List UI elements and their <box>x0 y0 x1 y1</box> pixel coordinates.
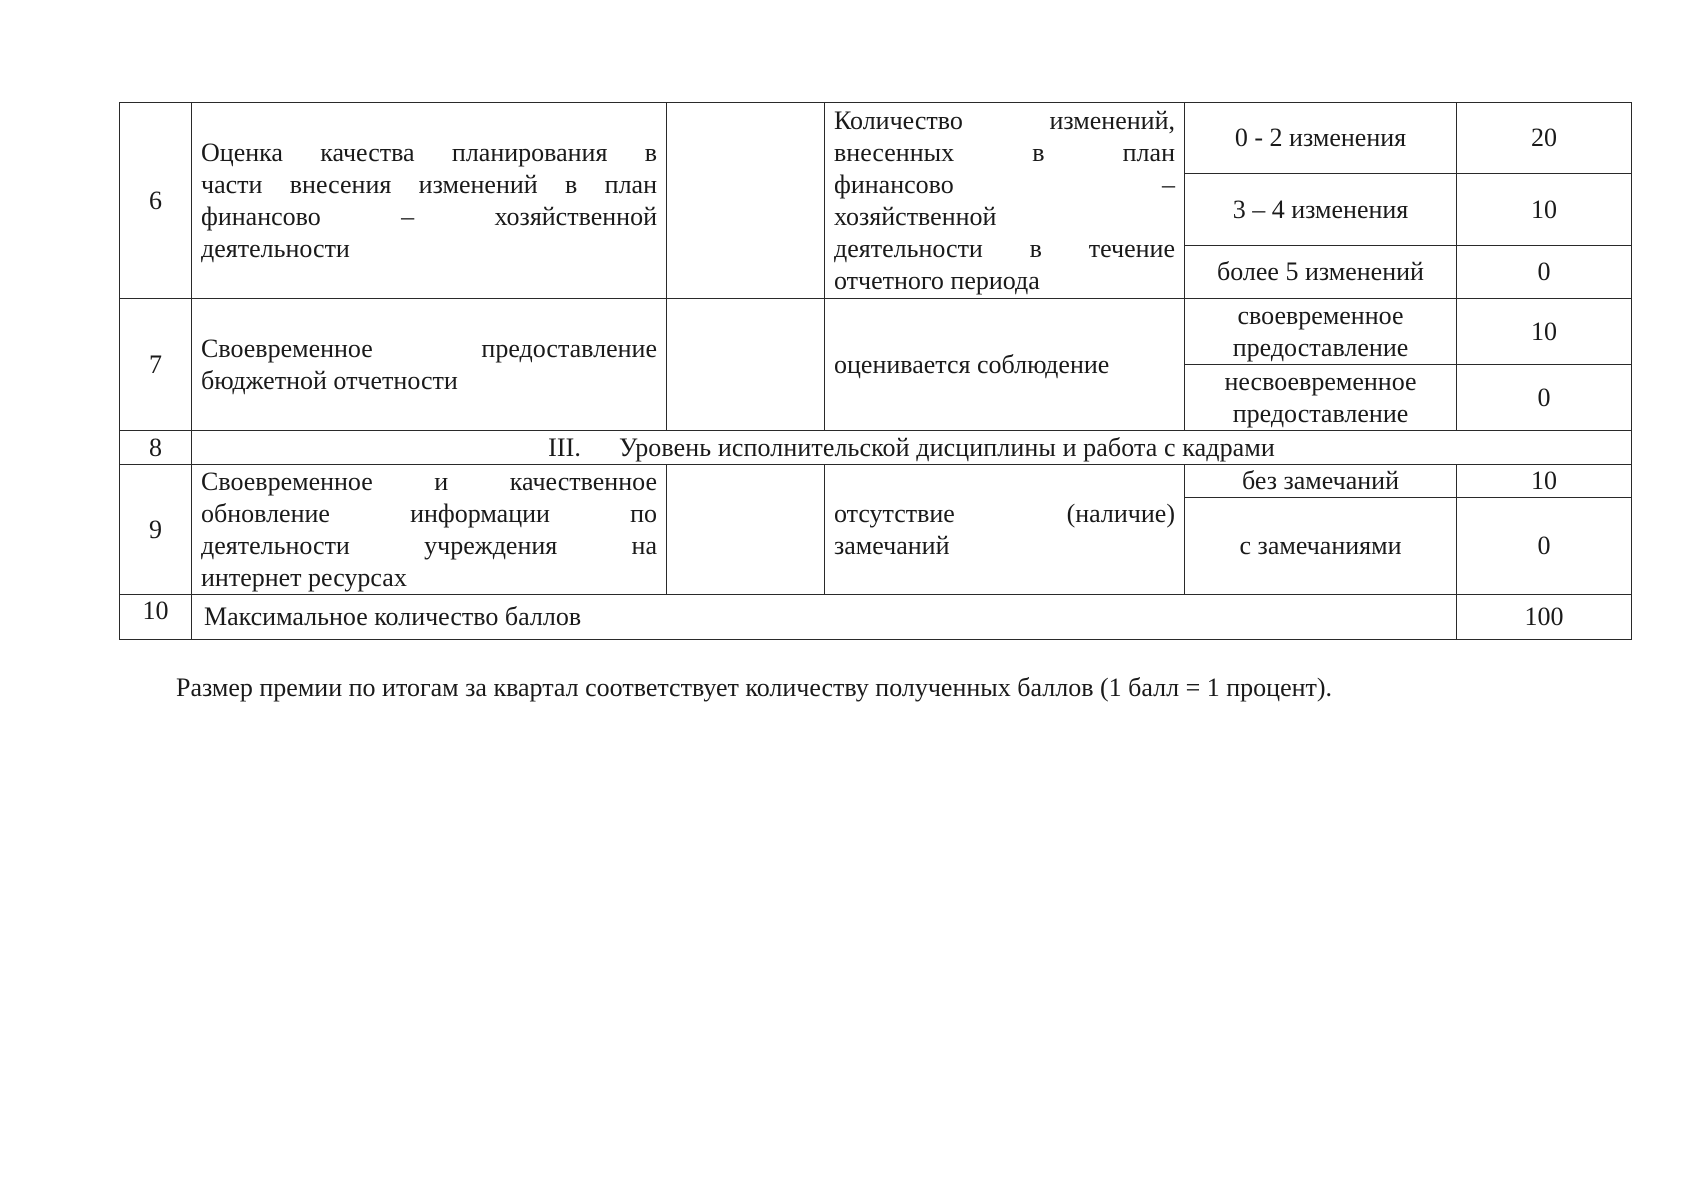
indicator-line: Количество изменений, <box>834 105 1175 135</box>
empty-cell <box>667 465 825 595</box>
condition-cell: без замечаний <box>1185 465 1457 498</box>
condition-line: своевременное <box>1237 300 1404 330</box>
total-label-cell: Максимальное количество баллов <box>192 595 1457 640</box>
condition-cell: с замечаниями <box>1185 498 1457 595</box>
score-cell: 10 <box>1457 465 1632 498</box>
empty-cell <box>667 299 825 431</box>
criterion-cell <box>192 103 667 299</box>
row-number: 6 <box>120 103 192 299</box>
criterion-line: деятельности <box>201 233 350 263</box>
table-row <box>120 465 1632 498</box>
condition-cell: 3 – 4 изменения <box>1185 174 1457 246</box>
criterion-line: Оценка качества планирования в <box>201 137 657 167</box>
condition-cell: более 5 изменений <box>1185 246 1457 299</box>
row-number: 8 <box>120 431 192 465</box>
table-row <box>120 299 1632 365</box>
indicator-line: внесенных в план <box>834 137 1175 167</box>
section-title: Уровень исполнительской дисциплины и работа с кадрами <box>618 432 1275 462</box>
indicator-line: отчетного периода <box>834 265 1040 295</box>
criterion-line: Своевременное предоставление <box>201 333 657 363</box>
indicator-cell <box>825 103 1185 299</box>
indicator-cell <box>825 465 1185 595</box>
condition-line: предоставление <box>1232 332 1409 362</box>
criteria-table <box>119 102 1632 640</box>
criterion-line: бюджетной отчетности <box>201 365 458 395</box>
criterion-cell <box>192 299 667 431</box>
indicator-line: хозяйственной <box>834 201 997 231</box>
criterion-line: деятельности учреждения на <box>201 530 657 560</box>
total-score-cell: 100 <box>1457 595 1632 640</box>
criterion-cell <box>192 465 667 595</box>
criterion-line: части внесения изменений в план <box>201 169 657 199</box>
score-cell: 20 <box>1457 103 1632 174</box>
score-cell: 10 <box>1457 299 1632 365</box>
section-heading <box>192 431 1632 465</box>
condition-line: несвоевременное <box>1224 366 1417 396</box>
table-row <box>120 103 1632 174</box>
section-roman-numeral: III. <box>548 432 581 462</box>
criterion-line: финансово – хозяйственной <box>201 201 657 231</box>
condition-line: предоставление <box>1232 398 1409 428</box>
condition-cell <box>1185 299 1457 365</box>
indicator-line: замечаний <box>834 530 950 560</box>
condition-cell <box>1185 365 1457 431</box>
footnote: Размер премии по итогам за квартал соответствует количеству полученных баллов (1 балл = 1 процент). <box>176 673 1333 702</box>
score-cell: 0 <box>1457 498 1632 595</box>
score-cell: 0 <box>1457 365 1632 431</box>
indicator-cell: оценивается соблюдение <box>825 299 1185 431</box>
criterion-line: обновление информации по <box>201 498 657 528</box>
indicator-line: финансово – <box>834 169 1175 199</box>
criterion-line: Своевременное и качественное <box>201 466 657 496</box>
empty-cell <box>667 103 825 299</box>
score-cell: 0 <box>1457 246 1632 299</box>
row-number: 10 <box>120 595 192 640</box>
row-number: 9 <box>120 465 192 595</box>
indicator-line: деятельности в течение <box>834 233 1175 263</box>
condition-cell: 0 - 2 изменения <box>1185 103 1457 174</box>
criterion-line: интернет ресурсах <box>201 562 407 592</box>
score-cell: 10 <box>1457 174 1632 246</box>
indicator-line: отсутствие (наличие) <box>834 498 1175 528</box>
table-row <box>120 431 1632 465</box>
row-number: 7 <box>120 299 192 431</box>
table-row <box>120 595 1632 640</box>
